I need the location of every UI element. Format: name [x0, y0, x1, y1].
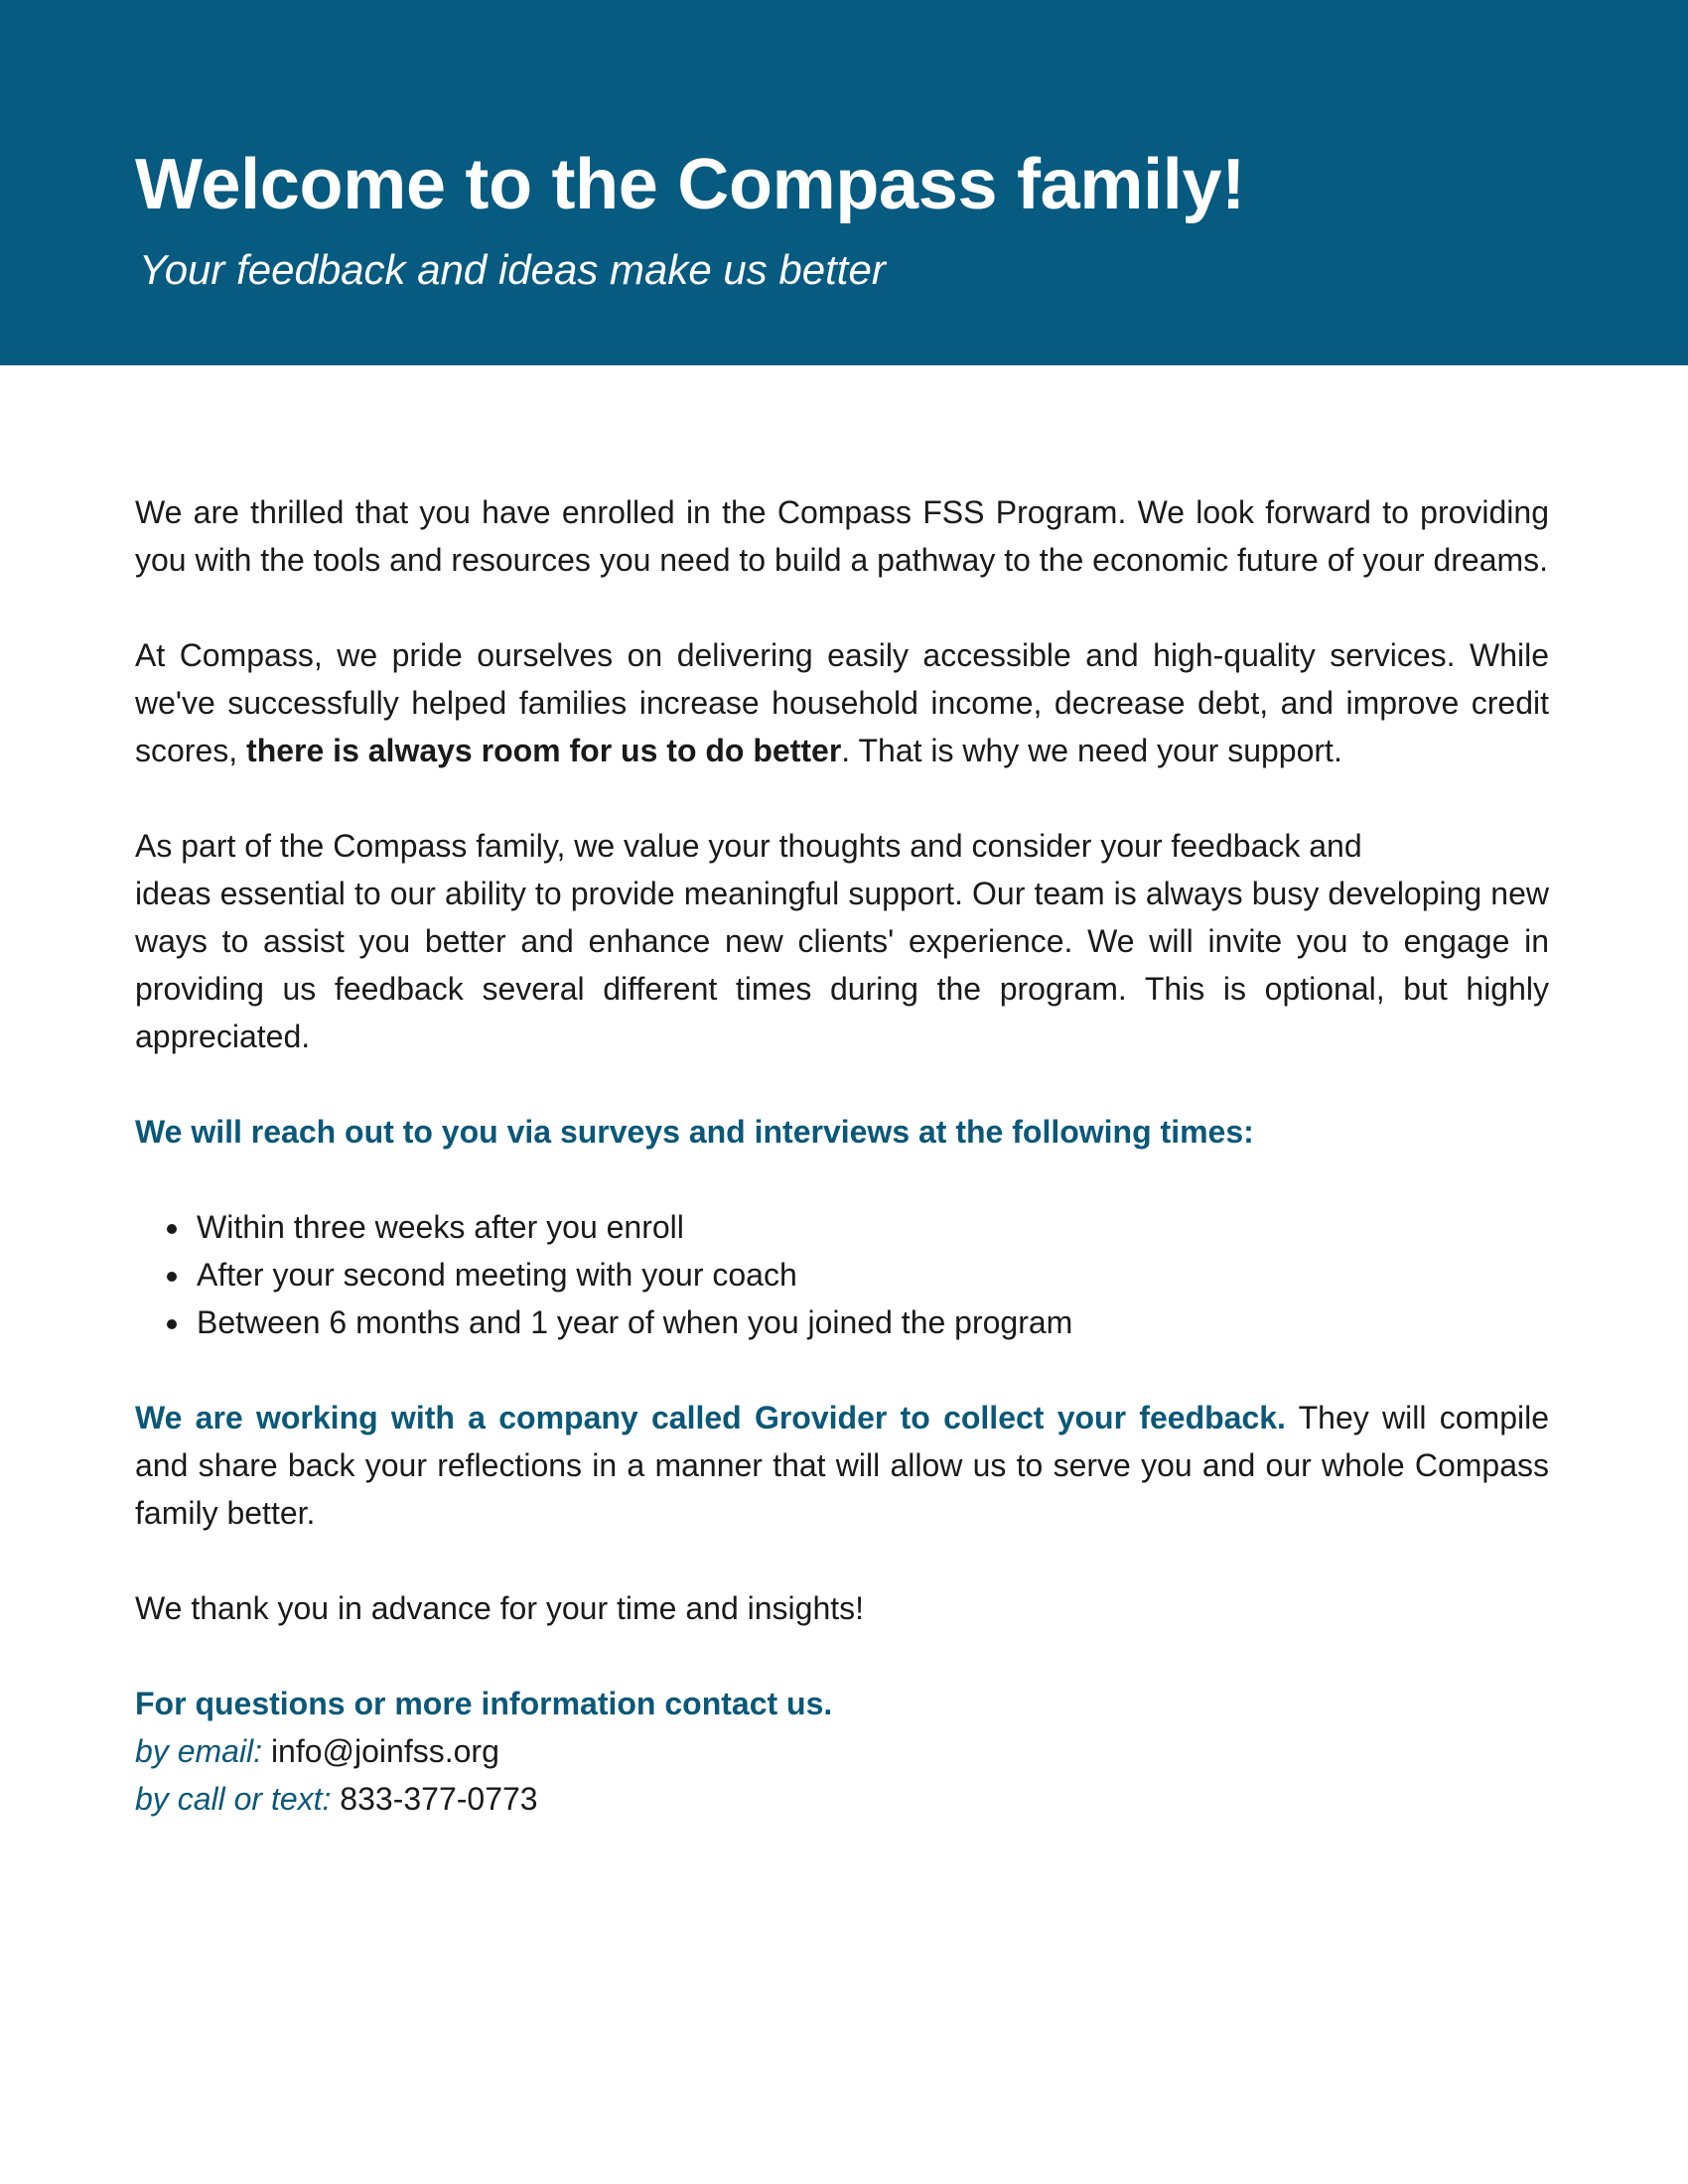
phone-label: by call or text: [135, 1781, 332, 1817]
list-item: • Within three weeks after you enroll [193, 1203, 1549, 1251]
phone-number[interactable]: 833-377-0773 [340, 1781, 538, 1817]
schedule-list [135, 1203, 1549, 1346]
email-link[interactable]: info@joinfss.org [270, 1733, 499, 1769]
services-paragraph [135, 631, 1549, 774]
services-text: At Compass, we pride ourselves on delivering easily accessible and high-quality services. While we've successfully helped families increase household income, decrease debt, and improve credit scores, [135, 637, 1549, 768]
intro-paragraph: We are thrilled that you have enrolled in the Compass FSS Program. We look forward to providing you with the tools and resources you need to build a pathway to the economic future of your dreams. [135, 494, 1549, 578]
email-line [135, 1727, 1549, 1775]
page-title: Welcome to the Compass family! [135, 145, 1245, 224]
feedback-paragraph [135, 822, 1549, 1060]
grovider-text: They will compile and share back your reflections in a manner that will allow us to serve you and our whole Compass family better. [135, 1400, 1550, 1531]
services-emphasis: there is always room for us to do better [246, 733, 842, 768]
email-label: by email: [135, 1733, 263, 1769]
feedback-text: ideas essential to our ability to provide meaningful support. Our team is always busy developing new ways to assist you better and enhance new clients' experience. We will invite you to engage in providing us feedback several different times during the program. This is optional, but highly appreciated. [135, 876, 1549, 1054]
list-item: • Between 6 months and 1 year of when you joined the program [193, 1298, 1549, 1346]
contact-heading: For questions or more information contact us. [135, 1686, 833, 1721]
contact-section [135, 1680, 1549, 1823]
services-text-end: . That is why we need your support. [841, 733, 1342, 768]
schedule-heading: We will reach out to you via surveys and interviews at the following times: [135, 1114, 1254, 1150]
thanks-paragraph: We thank you in advance for your time and insights! [135, 1590, 865, 1626]
page-subtitle: Your feedback and ideas make us better [139, 246, 886, 293]
header-banner [0, 0, 1688, 365]
letter-body [135, 488, 1549, 1823]
list-item: • After your second meeting with your coach [193, 1251, 1549, 1298]
feedback-first-line: As part of the Compass family, we value your thoughts and consider your feedback and [135, 828, 1362, 864]
phone-line [135, 1775, 1549, 1823]
grovider-lead: We are working with a company called Grovider to collect your feedback. [135, 1400, 1286, 1435]
grovider-paragraph [135, 1394, 1549, 1537]
